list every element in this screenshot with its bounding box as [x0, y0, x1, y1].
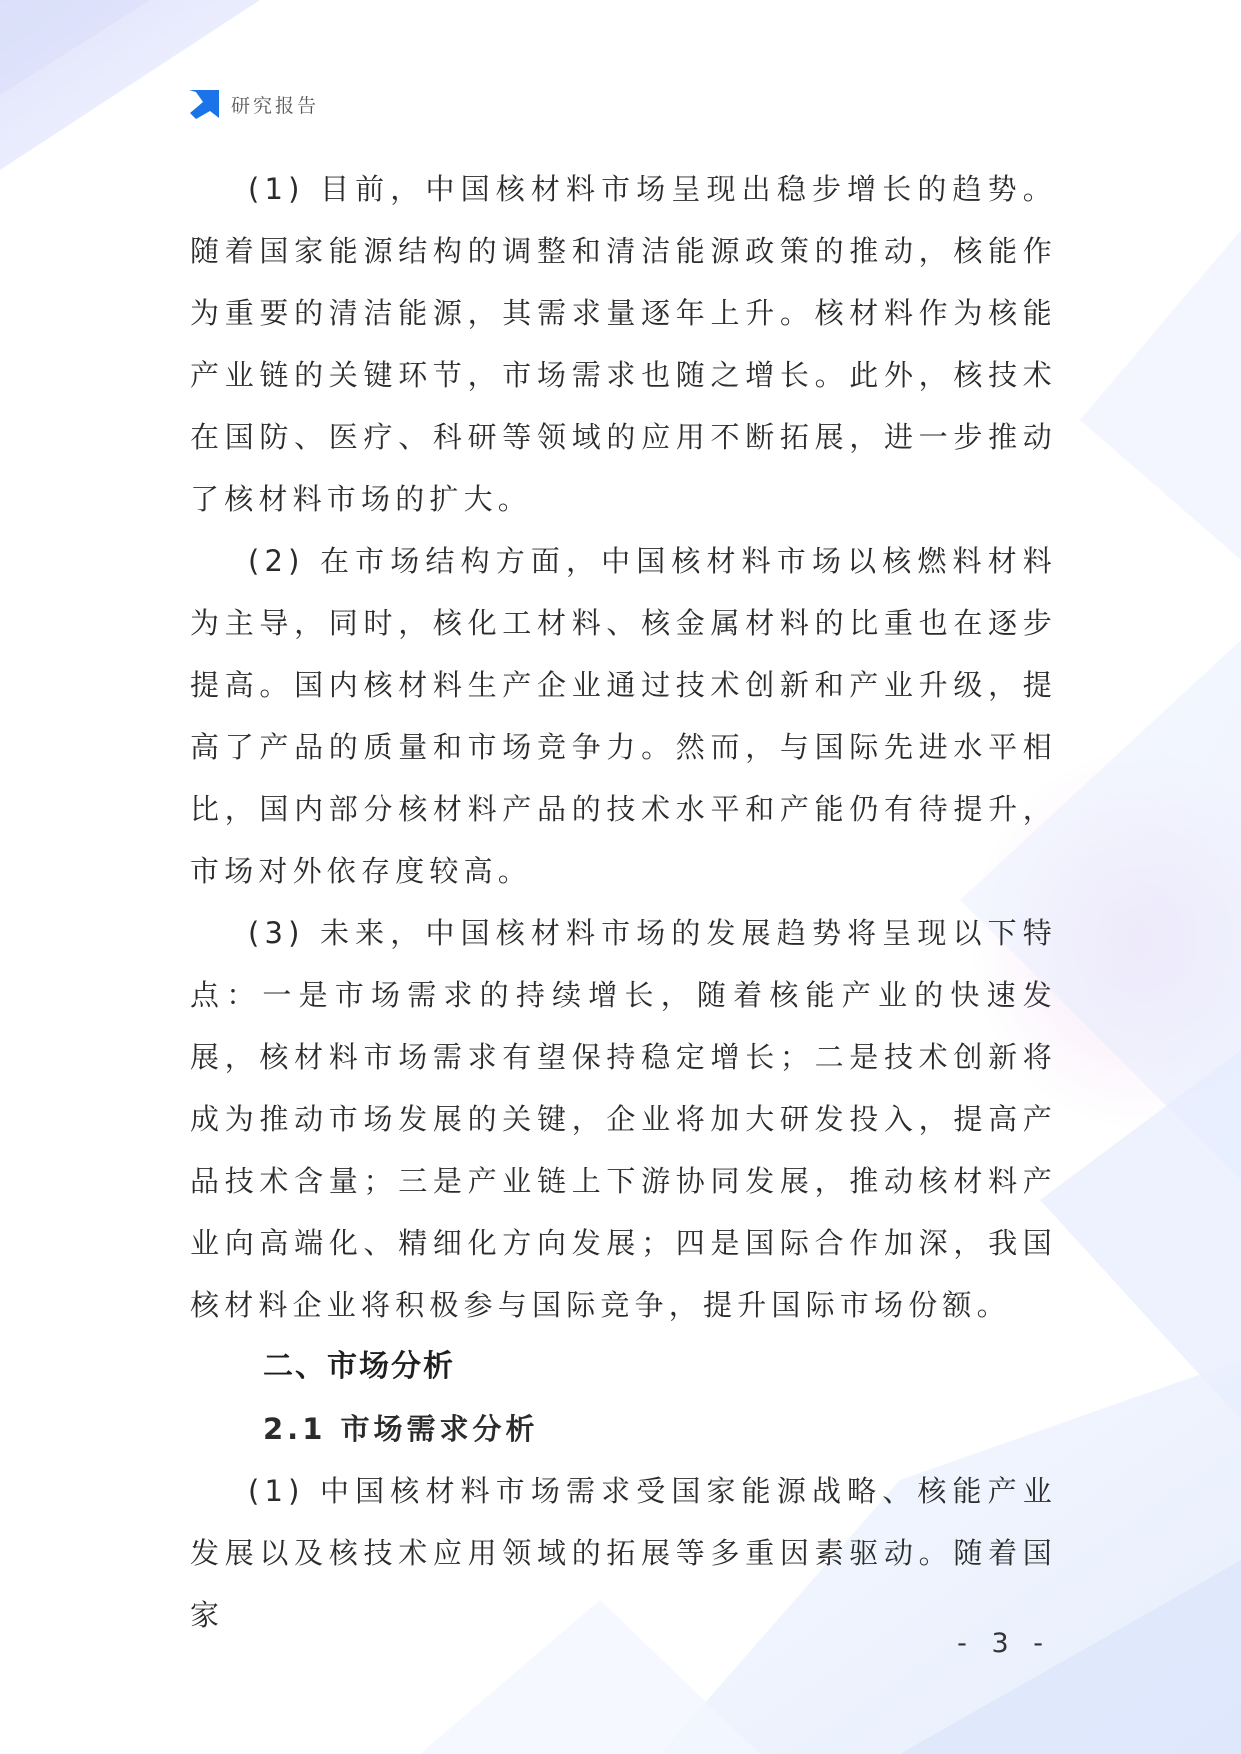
paragraph-4: (1) 中国核材料市场需求受国家能源战略、核能产业发展以及核技术应用领域的拓展等多重因素驱动。随着国家 — [190, 1474, 1057, 1632]
page-number: - 3 - — [957, 1628, 1051, 1659]
paragraph-3: (3) 未来，中国核材料市场的发展趋势将呈现以下特点：一是市场需求的持续增长，随着核能产业的快速发展，核材料市场需求有望保持稳定增长；二是技术创新将成为推动市场发展的关键，企业将加大研发投入，提高产品技术含量；三是产业链上下游协同发展，推动核材料产业向高端化、精细化方向发展；四是国际合作加深，我国核材料企业将积极参与国际竞争，提升国际市场份额。 — [190, 916, 1057, 1322]
subsection-heading: 2.1 市场需求分析 — [263, 1412, 539, 1446]
report-header — [187, 88, 319, 120]
document-body — [190, 158, 1057, 1646]
paragraph-1: (1) 目前，中国核材料市场呈现出稳步增长的趋势。随着国家能源结构的调整和清洁能源政策的推动，核能作为重要的清洁能源，其需求量逐年上升。核材料作为核能产业链的关键环节，市场需求也随之增长。此外，核技术在国防、医疗、科研等领域的应用不断拓展，进一步推动了核材料市场的扩大。 — [190, 172, 1057, 516]
header-label: 研究报告 — [231, 94, 320, 117]
section-heading: 二、市场分析 — [263, 1349, 455, 1384]
paragraph-2: (2) 在市场结构方面，中国核材料市场以核燃料材料为主导，同时，核化工材料、核金属材料的比重也在逐步提高。国内核材料生产企业通过技术创新和产业升级，提高了产品的质量和市场竞争力。然而，与国际先进水平相比，国内部分核材料产品的技术水平和产能仍有待提升，市场对外依存度较高。 — [190, 544, 1057, 888]
arrow-up-right-icon — [187, 88, 221, 120]
